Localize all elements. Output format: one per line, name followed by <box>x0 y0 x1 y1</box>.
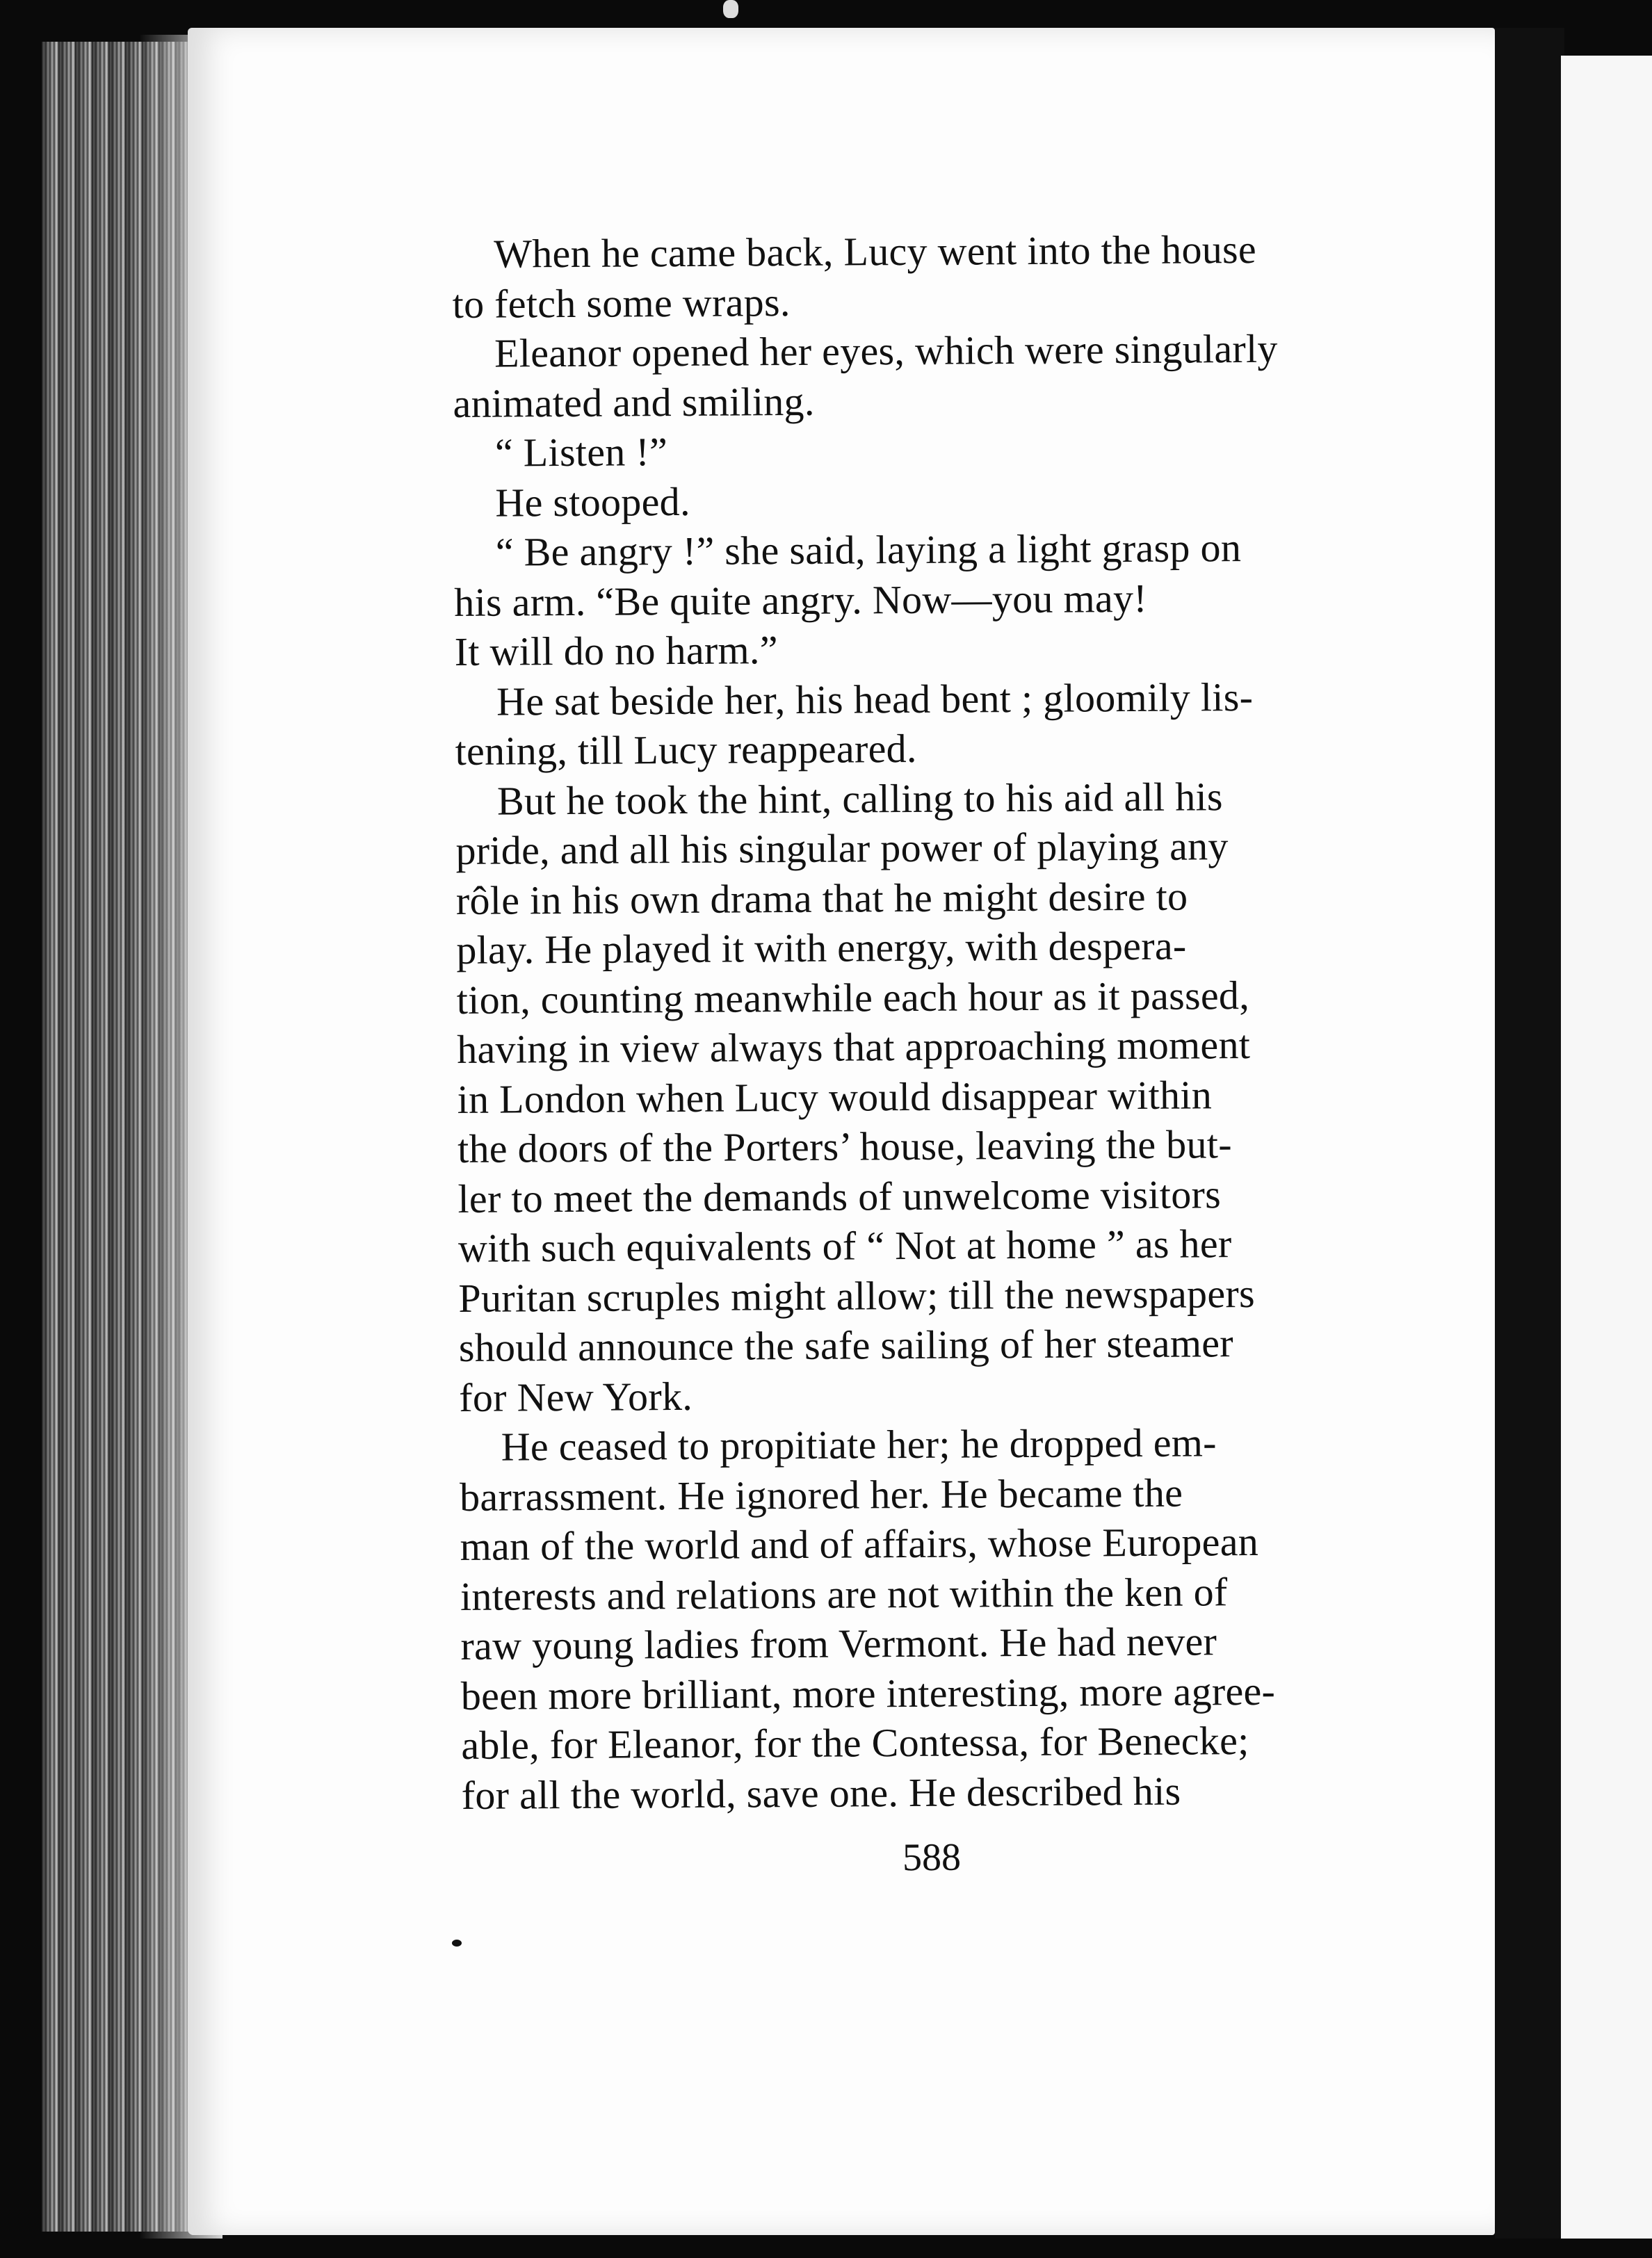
text-line: When he came back, Lucy went into the house <box>494 226 1257 277</box>
text-line: rôle in his own drama that he might desire to <box>455 873 1188 923</box>
text-line: He stooped. <box>495 478 690 526</box>
text-line: pride, and all his singular power of playing any <box>455 823 1229 873</box>
text-line: been more brilliant, more interesting, more agree- <box>460 1668 1276 1719</box>
text-line: able, for Eleanor, for the Contessa, for Benecke; <box>461 1718 1249 1768</box>
text-line: He ceased to propitiate her; he dropped em- <box>501 1420 1217 1470</box>
paragraph <box>452 224 1384 329</box>
paragraph <box>453 472 1385 528</box>
text-line: having in view always that approaching moment <box>457 1022 1251 1072</box>
text-line: animated and smiling. <box>453 378 815 426</box>
text-line: tening, till Lucy reappeared. <box>455 725 917 774</box>
text-line: in London when Lucy would disappear within <box>457 1071 1213 1122</box>
book-gutter <box>1495 28 1564 2239</box>
text-line: raw young ladies from Vermont. He had never <box>460 1618 1217 1668</box>
text-line: barrassment. He ignored her. He became the <box>459 1470 1183 1520</box>
ink-speck <box>452 1940 462 1947</box>
text-line: his arm. “Be quite angry. Now—you may! <box>454 575 1148 625</box>
text-line: man of the world and of affairs, whose European <box>460 1518 1259 1569</box>
text-line: Puritan scruples might allow; till the newspapers <box>458 1270 1256 1321</box>
paragraph <box>455 671 1387 776</box>
text-line: It will do no harm.” <box>454 627 778 674</box>
scan-artifact <box>723 0 738 18</box>
text-line: ler to meet the demands of unwelcome visitors <box>457 1171 1222 1221</box>
text-line: tion, counting meanwhile each hour as it passed, <box>456 972 1250 1023</box>
text-line: the doors of the Porters’ house, leaving the but- <box>457 1121 1233 1171</box>
paragraph <box>454 522 1386 677</box>
text-line: play. He played it with energy, with despera- <box>456 923 1187 973</box>
page-number: 588 <box>902 1835 962 1880</box>
text-line: for all the world, save one. He described his <box>461 1768 1181 1818</box>
facing-page-edge <box>1561 56 1652 2239</box>
paragraph <box>459 1417 1393 1820</box>
paragraph <box>455 770 1391 1422</box>
text-line: He sat beside her, his head bent ; gloomily lis- <box>496 674 1254 724</box>
text-line: for New York. <box>459 1373 693 1420</box>
paragraph <box>453 423 1385 478</box>
text-line: to fetch some wraps. <box>452 279 791 327</box>
text-line: But he took the hint, calling to his aid all his <box>496 773 1223 824</box>
text-line: interests and relations are not within the ken of <box>460 1568 1228 1619</box>
page-text <box>452 224 1393 1820</box>
text-line: with such equivalents of “ Not at home ” as her <box>457 1221 1232 1271</box>
text-line: should announce the safe sailing of her steamer <box>458 1320 1234 1370</box>
text-line: Eleanor opened her eyes, which were singularly <box>494 325 1278 376</box>
paragraph <box>453 323 1385 428</box>
text-line: “ Listen !” <box>494 429 668 476</box>
text-line: “ Be angry !” she said, laying a light grasp on <box>495 525 1242 575</box>
